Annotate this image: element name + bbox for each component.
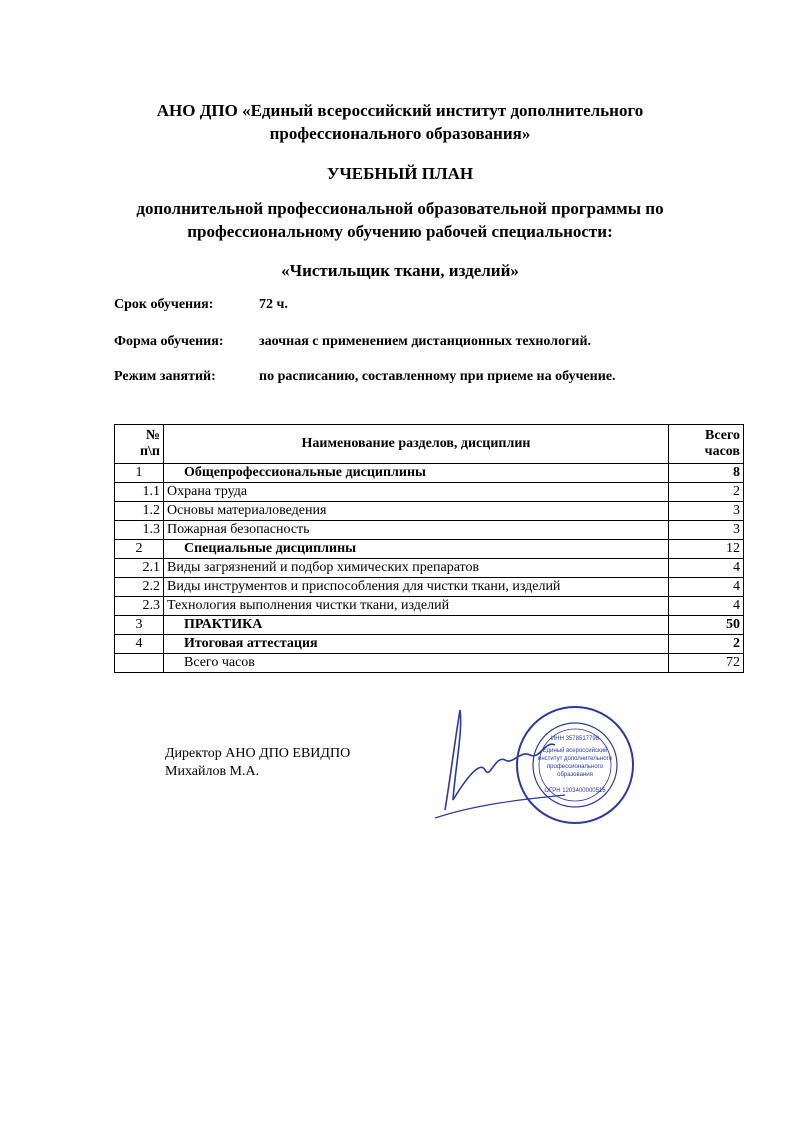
- row-name: Общепрофессиональные дисциплины: [164, 464, 669, 483]
- org-line-2: профессионального образования»: [269, 124, 531, 143]
- specialty-name: «Чистильщик ткани, изделий»: [281, 261, 519, 280]
- row-name: Всего часов: [164, 654, 669, 673]
- param-value: 72 ч.: [259, 297, 288, 312]
- table-row: [115, 635, 744, 654]
- row-hours: 72: [669, 654, 744, 673]
- row-num: 1.2: [115, 502, 164, 521]
- row-name: Специальные дисциплины: [164, 540, 669, 559]
- row-hours: 3: [669, 521, 744, 540]
- row-num: 2: [115, 540, 164, 559]
- row-num: 3: [115, 616, 164, 635]
- param-schedule: [114, 369, 616, 385]
- param-label: Режим занятий:: [114, 369, 216, 384]
- curriculum-table: [114, 424, 744, 673]
- table-row: [115, 502, 744, 521]
- row-name: Виды инструментов и приспособления для чистки ткани, изделий: [164, 578, 669, 597]
- svg-text:профессионального: профессионального: [546, 764, 604, 770]
- header-name: Наименование разделов, дисциплин: [164, 425, 669, 464]
- row-hours: 3: [669, 502, 744, 521]
- row-hours: 12: [669, 540, 744, 559]
- svg-text:институт дополнительного: институт дополнительного: [538, 756, 612, 762]
- org-line-1: АНО ДПО «Единый всероссийский институт дополнительного: [156, 101, 644, 120]
- document-title: УЧЕБНЫЙ ПЛАН: [326, 164, 474, 183]
- document-subtitle: [0, 197, 800, 243]
- svg-text:ОГРН 1203400000516: ОГРН 1203400000516: [544, 788, 606, 794]
- param-form: [114, 334, 591, 350]
- subtitle-line-2: профессиональному обучению рабочей специальности:: [187, 222, 613, 241]
- row-hours: 8: [669, 464, 744, 483]
- row-num: 2.1: [115, 559, 164, 578]
- header-num: [115, 425, 164, 464]
- param-value: по расписанию, составленному при приеме на обучение.: [259, 369, 616, 384]
- table-total-row: [115, 654, 744, 673]
- row-hours: 4: [669, 559, 744, 578]
- param-value: заочная с применением дистанционных технологий.: [259, 334, 592, 349]
- svg-text:ИНН 3578517798: ИНН 3578517798: [550, 736, 600, 742]
- row-num: 1: [115, 464, 164, 483]
- row-num: 1.3: [115, 521, 164, 540]
- row-hours: 4: [669, 597, 744, 616]
- row-num: 2.3: [115, 597, 164, 616]
- row-name: Итоговая аттестация: [164, 635, 669, 654]
- header-hours-line1: Всего: [705, 428, 740, 443]
- organization-name: [0, 99, 800, 145]
- table-row: [115, 616, 744, 635]
- row-num: 1.1: [115, 483, 164, 502]
- svg-text:Единый всероссийский: Единый всероссийский: [542, 748, 608, 754]
- header-hours-line2: часов: [704, 444, 740, 459]
- param-label: Срок обучения:: [114, 297, 214, 312]
- param-label: Форма обучения:: [114, 334, 224, 349]
- row-num: 4: [115, 635, 164, 654]
- header-num-line2: п\п: [139, 444, 160, 459]
- signature-and-stamp: [425, 700, 645, 830]
- row-num: [115, 654, 164, 673]
- table-row: [115, 483, 744, 502]
- table-row: [115, 559, 744, 578]
- row-name: Основы материаловедения: [164, 502, 669, 521]
- signatory-name: Михайлов М.А.: [165, 764, 260, 779]
- table-header-row: [115, 425, 744, 464]
- signature-block: [165, 745, 350, 781]
- row-hours: 2: [669, 635, 744, 654]
- row-name: Технология выполнения чистки ткани, изделий: [164, 597, 669, 616]
- row-name: ПРАКТИКА: [164, 616, 669, 635]
- row-name: Охрана труда: [164, 483, 669, 502]
- row-hours: 50: [669, 616, 744, 635]
- table-row: [115, 597, 744, 616]
- table-row: [115, 540, 744, 559]
- row-hours: 4: [669, 578, 744, 597]
- table-row: [115, 578, 744, 597]
- signatory-title: Директор АНО ДПО ЕВИДПО: [165, 746, 351, 761]
- svg-text:образования: образования: [557, 772, 593, 778]
- table-row: [115, 464, 744, 483]
- row-num: 2.2: [115, 578, 164, 597]
- subtitle-line-1: дополнительной профессиональной образовательной программы по: [136, 199, 664, 218]
- param-duration: [114, 297, 288, 313]
- header-hours: [669, 425, 744, 464]
- table-row: [115, 521, 744, 540]
- row-hours: 2: [669, 483, 744, 502]
- row-name: Виды загрязнений и подбор химических препаратов: [164, 559, 669, 578]
- header-num-line1: №: [145, 428, 160, 443]
- row-name: Пожарная безопасность: [164, 521, 669, 540]
